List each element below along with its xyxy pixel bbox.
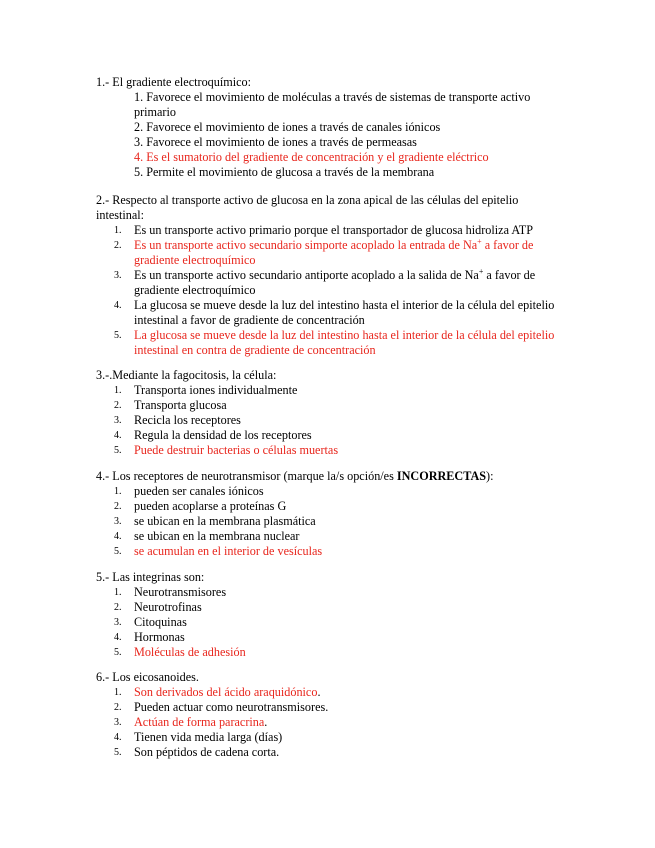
question-title-part: 4.- Los receptores de neurotransmisor (marque la/s opción/es [96, 469, 397, 483]
option-2 [96, 398, 566, 413]
question-title: 3.-.Mediante la fagocitosis, la célula: [96, 368, 277, 382]
option-1 [96, 585, 566, 600]
question-2 [96, 193, 566, 358]
option-2 [96, 499, 566, 514]
option-5 [96, 544, 566, 559]
option-text: Neurotransmisores [134, 585, 227, 599]
option-1 [96, 685, 566, 700]
option-text-punct: . [264, 715, 268, 729]
question-title: 2.- Respecto al transporte activo de glucosa en la zona apical de las células del epitelio intestinal: [96, 193, 519, 222]
option-number: 4. [114, 300, 122, 311]
option-text: Recicla los receptores [134, 413, 241, 427]
question-1 [96, 75, 566, 180]
option-text: Son péptidos de cadena corta. [134, 745, 280, 759]
option-4 [96, 630, 566, 645]
superscript: + [477, 236, 482, 246]
option-number: 5. [114, 647, 122, 658]
option-text: Transporta glucosa [134, 398, 227, 412]
option-text: 5. Permite el movimiento de glucosa a través de la membrana [134, 165, 435, 179]
option-number: 1. [114, 687, 122, 698]
option-number: 2. [114, 602, 122, 613]
question-5 [96, 570, 566, 660]
option-5 [96, 328, 566, 358]
option-number: 1. [114, 587, 122, 598]
option-text: Regula la densidad de los receptores [134, 428, 312, 442]
option-text: Pueden actuar como neurotransmisores. [134, 700, 329, 714]
option-text [134, 685, 566, 700]
option-text: Neurotrofinas [134, 600, 202, 614]
option-5 [96, 165, 566, 180]
option-text: pueden ser canales iónicos [134, 484, 264, 498]
option-text [134, 715, 566, 730]
option-2 [96, 600, 566, 615]
option-text: La glucosa se mueve desde la luz del intestino hasta el interior de la célula del epitelio intestinal a favor de gradiente de concentración [134, 298, 555, 327]
option-number: 3. [114, 415, 122, 426]
option-number: 4. [114, 430, 122, 441]
option-text: 1. Favorece el movimiento de moléculas a través de sistemas de transporte activo primario [134, 90, 531, 119]
option-4 [96, 298, 566, 328]
option-number: 5. [114, 330, 122, 341]
question-title-emphasis: INCORRECTAS [396, 469, 487, 483]
option-1 [96, 90, 566, 120]
option-3 [96, 514, 566, 529]
option-number: 3. [114, 270, 122, 281]
question-title: 5.- Las integrinas son: [96, 570, 205, 584]
option-text: Es un transporte activo primario porque el transportador de glucosa hidroliza ATP [134, 223, 534, 237]
option-text: pueden acoplarse a proteínas G [134, 499, 287, 513]
option-4 [96, 730, 566, 745]
option-3 [96, 715, 566, 730]
option-text-correct: Son derivados del ácido araquidónico [134, 685, 318, 699]
option-text-correct: 4. Es el sumatorio del gradiente de concentración y el gradiente eléctrico [134, 150, 489, 164]
option-number: 5. [114, 445, 122, 456]
option-3 [96, 615, 566, 630]
option-3 [96, 135, 566, 150]
option-text-part: Es un transporte activo secundario antiporte acoplado a la salida de Na [134, 268, 479, 282]
option-text-correct: Actúan de forma paracrina [134, 715, 265, 729]
option-text-punct: . [317, 685, 321, 699]
option-text-correct: se acumulan en el interior de vesículas [134, 544, 323, 558]
option-4 [96, 428, 566, 443]
option-text: Transporta iones individualmente [134, 383, 298, 397]
option-number: 3. [114, 717, 122, 728]
option-number: 3. [114, 617, 122, 628]
option-1 [96, 484, 566, 499]
question-title-part: ): [486, 469, 494, 483]
option-text: Tienen vida media larga (días) [134, 730, 283, 744]
question-4 [96, 469, 566, 559]
option-text-correct [134, 238, 566, 268]
option-2 [96, 238, 566, 268]
option-number: 1. [114, 486, 122, 497]
option-number: 1. [114, 385, 122, 396]
option-text: 2. Favorece el movimiento de iones a través de canales iónicos [134, 120, 441, 134]
option-number: 2. [114, 400, 122, 411]
option-number: 4. [114, 732, 122, 743]
question-3 [96, 368, 566, 458]
option-text: 3. Favorece el movimiento de iones a través de permeasas [134, 135, 417, 149]
question-title: 6.- Los eicosanoides. [96, 670, 199, 684]
option-number: 1. [114, 225, 122, 236]
option-text-correct: Puede destruir bacterias o células muertas [134, 443, 339, 457]
option-3 [96, 413, 566, 428]
option-4 [96, 150, 566, 165]
option-5 [96, 745, 566, 760]
option-text [134, 268, 566, 298]
option-number: 2. [114, 702, 122, 713]
question-title [96, 469, 566, 484]
question-title: 1.- El gradiente electroquímico: [96, 75, 251, 89]
question-6 [96, 670, 566, 760]
option-text-part: a favor de gradiente electroquímico [134, 238, 534, 267]
option-5 [96, 645, 566, 660]
option-number: 3. [114, 516, 122, 527]
option-number: 5. [114, 747, 122, 758]
option-text-part: Es un transporte activo secundario simporte acoplado la entrada de Na [134, 238, 478, 252]
option-number: 4. [114, 531, 122, 542]
option-text-correct: La glucosa se mueve desde la luz del intestino hasta el interior de la célula del epitelio intestinal en contra de gradiente de concentración [134, 328, 555, 357]
superscript: + [478, 266, 484, 276]
option-text: se ubican en la membrana plasmática [134, 514, 316, 528]
option-4 [96, 529, 566, 544]
option-number: 5. [114, 546, 122, 557]
option-3 [96, 268, 566, 298]
option-text: Hormonas [134, 630, 185, 644]
option-number: 4. [114, 632, 122, 643]
option-1 [96, 223, 566, 238]
option-number: 2. [114, 240, 122, 251]
option-1 [96, 383, 566, 398]
option-number: 2. [114, 501, 122, 512]
option-2 [96, 700, 566, 715]
option-text: se ubican en la membrana nuclear [134, 529, 300, 543]
option-5 [96, 443, 566, 458]
option-text-correct: Moléculas de adhesión [134, 645, 246, 659]
option-text: Citoquinas [134, 615, 187, 629]
option-2 [96, 120, 566, 135]
option-text-part: a favor de gradiente electroquímico [134, 268, 536, 297]
